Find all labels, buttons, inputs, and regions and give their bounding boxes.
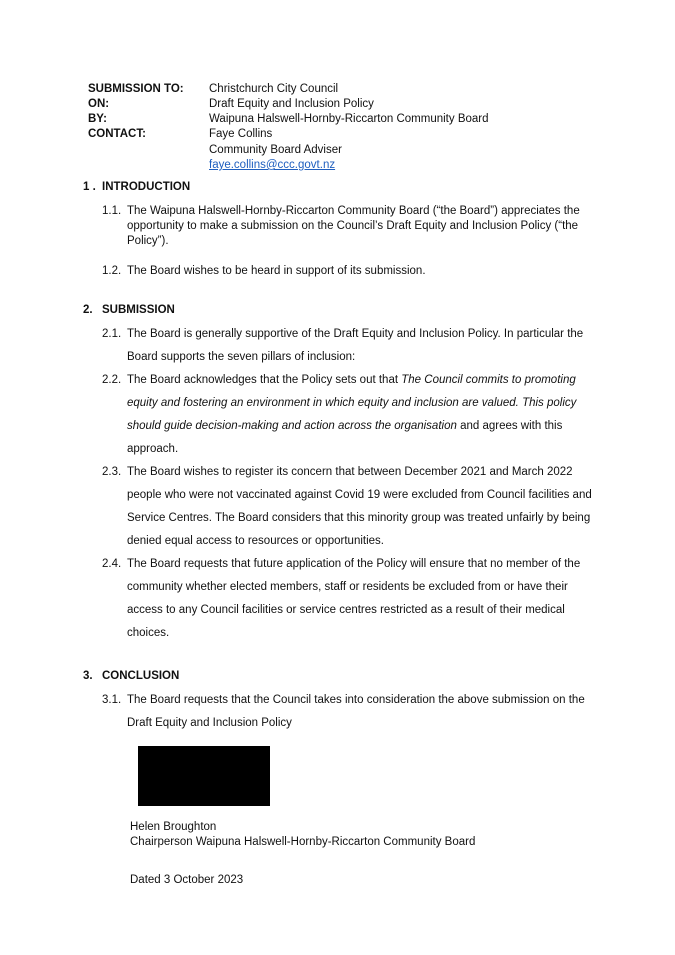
contact-role: Community Board Adviser <box>209 144 342 156</box>
paragraph-line: The Board is generally supportive of the Draft Equity and Inclusion Policy. In particular the <box>127 328 584 340</box>
contact-email-link[interactable]: faye.collins@ccc.govt.nz <box>209 159 336 171</box>
redacted-signature <box>138 746 270 806</box>
paragraph-line: approach. <box>127 443 179 455</box>
contact-label: CONTACT: <box>88 128 146 140</box>
contact-name: Faye Collins <box>209 128 273 140</box>
on-label: ON: <box>88 98 110 110</box>
paragraph-line: The Board requests that future application of the Policy will ensure that no member of the <box>127 558 581 570</box>
paragraph-line: opportunity to make a submission on the Council’s Draft Equity and Inclusion Policy (“the <box>127 220 579 232</box>
paragraph-line: The Board wishes to be heard in support of its submission. <box>127 265 426 277</box>
item-number: 2.4. <box>102 558 122 570</box>
paragraph-line: The Board wishes to register its concern that between December 2021 and March 2022 <box>127 466 573 478</box>
section-heading-introduction: INTRODUCTION <box>102 181 191 193</box>
submission-to-label: SUBMISSION TO: <box>88 83 184 95</box>
paragraph-line: Draft Equity and Inclusion Policy <box>127 717 292 729</box>
paragraph-line <box>127 420 562 432</box>
signatory-title: Chairperson Waipuna Halswell-Hornby-Riccarton Community Board <box>130 836 476 848</box>
date-line: Dated 3 October 2023 <box>130 874 244 886</box>
paragraph-text: and agrees with this <box>456 420 563 432</box>
submission-to-value: Christchurch City Council <box>209 83 339 95</box>
policy-quote: equity and fostering an environment in which equity and inclusion are valued. This policy <box>127 397 577 409</box>
by-value: Waipuna Halswell-Hornby-Riccarton Community Board <box>209 113 489 125</box>
item-number: 3.1. <box>102 694 122 706</box>
paragraph-text: The Board acknowledges that the Policy sets out that <box>127 374 402 386</box>
paragraph-line: access to any Council facilities or service centres restricted as a result of their medical <box>127 604 565 616</box>
paragraph-line: Service Centres. The Board considers that this minority group was treated unfairly by being <box>127 512 591 524</box>
item-number: 1.1. <box>102 205 122 217</box>
section-heading-submission: SUBMISSION <box>102 304 175 316</box>
paragraph-line: community whether elected members, staff or residents be excluded from or have their <box>127 581 568 593</box>
section-number: 1 . <box>83 181 96 193</box>
paragraph-line: people who were not vaccinated against Covid 19 were excluded from Council facilities and <box>127 489 592 501</box>
item-number: 2.1. <box>102 328 122 340</box>
paragraph-line: The Board requests that the Council takes into consideration the above submission on the <box>127 694 585 706</box>
on-value: Draft Equity and Inclusion Policy <box>209 98 374 110</box>
signatory-name: Helen Broughton <box>130 821 217 833</box>
item-number: 2.3. <box>102 466 122 478</box>
paragraph-line <box>127 374 576 386</box>
paragraph-line: denied equal access to resources or opportunities. <box>127 535 384 547</box>
policy-quote: The Council commits to promoting <box>401 374 576 386</box>
section-number: 3. <box>83 670 93 682</box>
paragraph-line: The Waipuna Halswell-Hornby-Riccarton Community Board (“the Board”) appreciates the <box>127 205 580 217</box>
item-number: 1.2. <box>102 265 122 277</box>
by-label: BY: <box>88 113 107 125</box>
section-heading-conclusion: CONCLUSION <box>102 670 180 682</box>
section-number: 2. <box>83 304 93 316</box>
item-number: 2.2. <box>102 374 122 386</box>
paragraph-line: Board supports the seven pillars of inclusion: <box>127 351 356 363</box>
paragraph-line: Policy”). <box>127 235 169 247</box>
policy-quote: should guide decision-making and action across the organisation <box>127 420 457 432</box>
paragraph-line: choices. <box>127 627 170 639</box>
